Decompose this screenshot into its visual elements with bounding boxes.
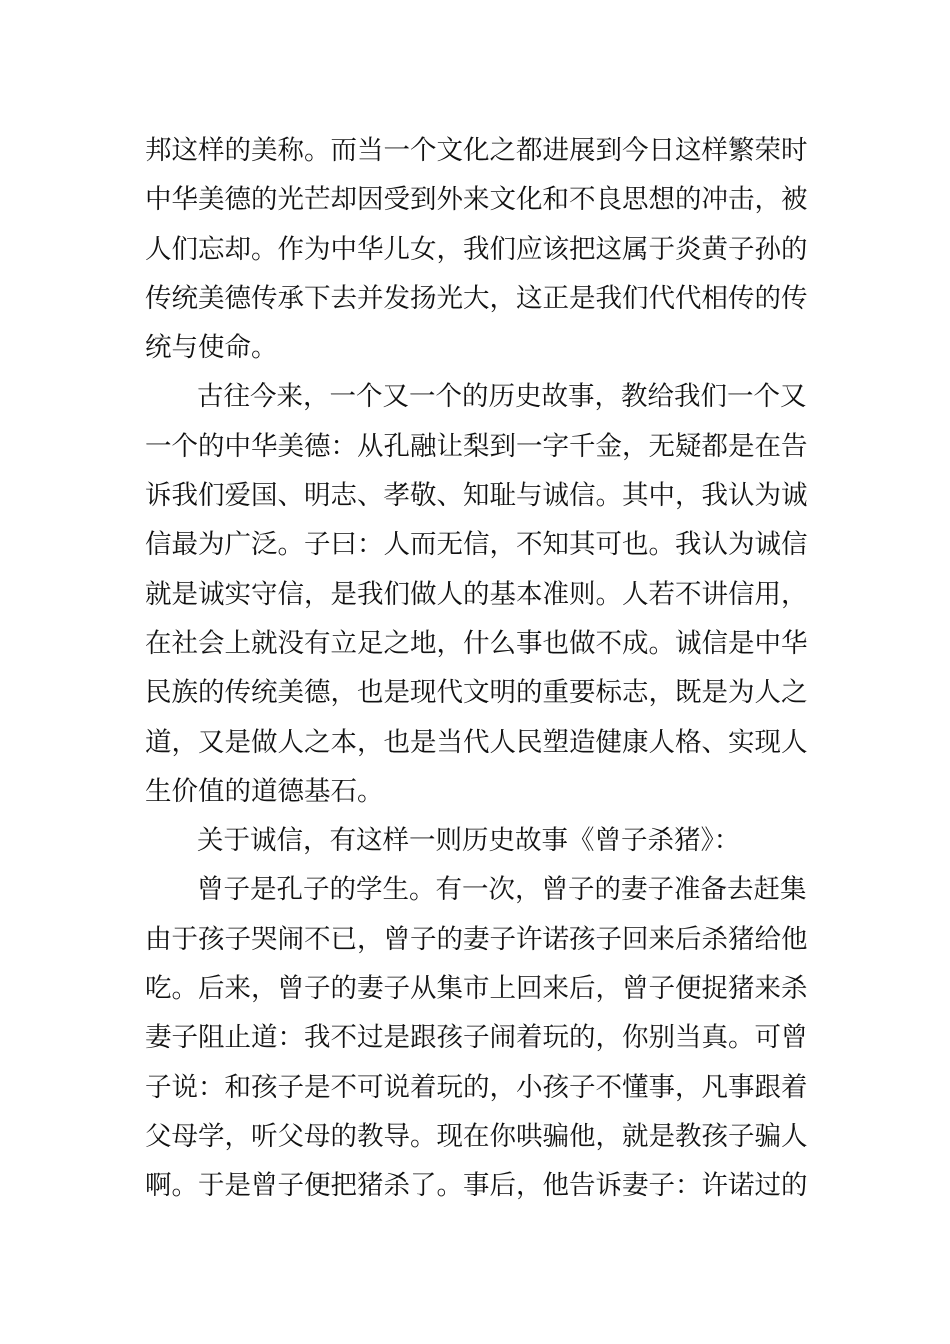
text-line: 啊。于是曾子便把猪杀了。事后，他告诉妻子：许诺过的 [145, 1170, 808, 1202]
text-line: 生价值的道德基石。 [145, 775, 384, 807]
text-line: 信最为广泛。子曰：人而无信，不知其可也。我认为诚信 [145, 529, 808, 561]
text-line: 古往今来，一个又一个的历史故事，教给我们一个又 [197, 381, 807, 413]
text-line: 民族的传统美德，也是现代文明的重要标志，既是为人之 [145, 677, 808, 709]
text-line: 子说：和孩子是不可说着玩的，小孩子不懂事，凡事跟着 [145, 1071, 808, 1103]
text-line: 由于孩子哭闹不已，曾子的妻子许诺孩子回来后杀猪给他 [145, 923, 808, 955]
text-line: 传统美德传承下去并发扬光大，这正是我们代代相传的传 [145, 282, 808, 314]
text-line: 道，又是做人之本，也是当代人民塑造健康人格、实现人 [145, 726, 808, 758]
text-line: 诉我们爱国、明志、孝敬、知耻与诚信。其中，我认为诚 [145, 480, 808, 512]
text-line: 吃。后来，曾子的妻子从集市上回来后，曾子便捉猪来杀 [145, 973, 808, 1005]
text-line: 统与使命。 [145, 332, 278, 364]
text-line: 在社会上就没有立足之地，什么事也做不成。诚信是中华 [145, 627, 808, 659]
text-line: 一个的中华美德：从孔融让梨到一字千金，无疑都是在告 [145, 430, 808, 462]
text-line: 就是诚实守信，是我们做人的基本准则。人若不讲信用， [145, 578, 808, 610]
body-text [145, 126, 813, 1211]
text-line: 中华美德的光芒却因受到外来文化和不良思想的冲击，被 [145, 184, 808, 216]
text-line: 妻子阻止道：我不过是跟孩子闹着玩的，你别当真。可曾 [145, 1022, 808, 1054]
text-line: 人们忘却。作为中华儿女，我们应该把这属于炎黄子孙的 [145, 233, 808, 265]
text-line: 曾子是孔子的学生。有一次，曾子的妻子准备去赶集 [197, 874, 807, 906]
text-line: 父母学，听父母的教导。现在你哄骗他，就是教孩子骗人 [145, 1120, 808, 1152]
text-line: 关于诚信，有这样一则历史故事《曾子杀猪》： [197, 825, 741, 857]
text-line: 邦这样的美称。而当一个文化之都进展到今日这样繁荣时 [145, 135, 808, 166]
